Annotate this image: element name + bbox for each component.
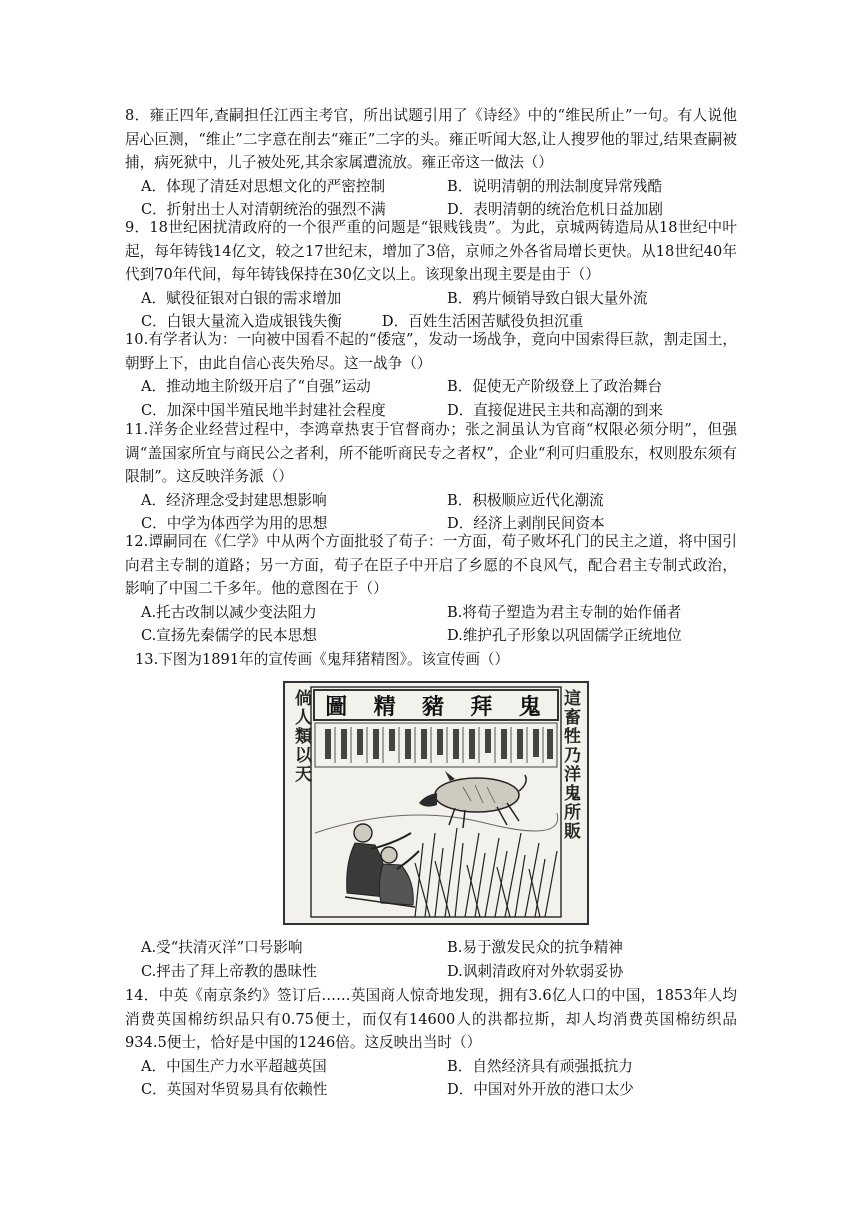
title-char: 豬 xyxy=(421,693,450,720)
right-vertical-caption: 這畜牲乃洋鬼所販 xyxy=(560,689,580,841)
question-stem: 10.有学者认为：一向被中国看不起的“倭寇”，发动一场战争，竟向中国索得巨款，割走国土，朝野上下，由此自信心丧失殆尽。这一战争（） xyxy=(125,331,737,372)
propaganda-woodcut-figure xyxy=(283,681,589,925)
option-c[interactable]: C．英国对华贸易具有依赖性 xyxy=(141,1081,328,1099)
option-b[interactable]: B．促使无产阶级登上了政治舞台 xyxy=(447,378,663,396)
option-c[interactable]: C．加深中国半殖民地半封建社会程度 xyxy=(141,401,386,419)
option-a[interactable]: A．赋役征银对白银的需求增加 xyxy=(141,289,342,307)
option-a[interactable]: A．中国生产力水平超越英国 xyxy=(141,1057,327,1075)
option-c[interactable]: C.抨击了拜上帝教的愚昧性 xyxy=(141,962,317,980)
option-d[interactable]: D．中国对外开放的港口太少 xyxy=(447,1081,634,1099)
question-9 xyxy=(125,216,737,334)
question-10 xyxy=(125,328,737,422)
title-char: 鬼 xyxy=(518,693,547,720)
question-12 xyxy=(125,530,737,648)
option-d[interactable]: D．表明清朝的统治危机日益加剧 xyxy=(447,201,664,219)
option-d[interactable]: D．经济上剥削民间资本 xyxy=(447,515,605,533)
question-stem: 11.洋务企业经营过程中，李鸿章热衷于官督商办；张之洞虽认为官商“权限必须分明”，但强调“盖国家所宜与商民公之者利，所不能听商民专之者权”，企业“利可归重股东，权则股东须有限制”。这反映洋务派（） xyxy=(125,421,737,486)
option-b[interactable]: B．鸦片倾销导致白银大量外流 xyxy=(447,289,648,307)
option-a[interactable]: A．经济理念受封建思想影响 xyxy=(141,491,327,509)
option-b[interactable]: B.易于激发民众的抗争精神 xyxy=(447,939,623,956)
title-char: 精 xyxy=(373,693,402,720)
question-stem: 12.谭嗣同在《仁学》中从两个方面批驳了荀子：一方面，荀子败坏孔门的民主之道，将中国引向君主专制的道路；另一方面，荀子在臣子中开启了乡愿的不良风气，配合君主专制式政治，影响了中国二千多年。他的意图在于（） xyxy=(125,533,737,598)
option-c[interactable]: C．白银大量流入造成银钱失衡 xyxy=(141,313,342,331)
option-a[interactable]: A．推动地主阶级开启了“自强”运动 xyxy=(141,378,371,396)
option-b[interactable]: B.将荀子塑造为君主专制的始作俑者 xyxy=(447,603,682,621)
option-d[interactable]: D.讽刺清政府对外软弱妥协 xyxy=(447,962,624,980)
question-13 xyxy=(135,648,747,672)
woodcut-title xyxy=(313,689,559,721)
pig-figure xyxy=(419,771,526,828)
question-stem: 14．中英《南京条约》签订后……英国商人惊奇地发现，拥有3.6亿人口的中国，1853年人均消费英国棉纺织品只有0.75便士，而仅有14600人的洪都拉斯，却人均消费英国棉纺织品934.5便士，恰好是中国的1246倍。这反映出当时（） xyxy=(125,987,737,1052)
left-vertical-caption: 倘人類以天 xyxy=(291,689,311,784)
option-b[interactable]: B．说明清朝的刑法制度异常残酷 xyxy=(447,177,663,195)
question-stem: 8．雍正四年,查嗣担任江西主考官，所出试题引用了《诗经》中的“维民所止”一句。有人说他居心叵测，“维止”二字意在削去“雍正”二字的头。雍正听闻大怒,让人搜罗他的罪过,结果查嗣被捕，病死狱中，儿子被处死,其余家属遭流放。雍正帝这一做法（） xyxy=(125,107,737,172)
option-c[interactable]: C．折射出士人对清朝统治的强烈不满 xyxy=(141,201,386,219)
option-a[interactable]: A.托古改制以减少变法阻力 xyxy=(141,603,317,621)
options xyxy=(125,601,737,648)
question-13-options xyxy=(125,936,737,983)
options xyxy=(125,936,737,983)
option-b[interactable]: B．自然经济具有顽强抵抗力 xyxy=(447,1057,633,1075)
options xyxy=(125,287,737,334)
title-char: 拜 xyxy=(470,693,499,720)
title-char: 圖 xyxy=(325,693,354,720)
option-c[interactable]: C.宣扬先秦儒学的民本思想 xyxy=(141,627,317,645)
question-8 xyxy=(125,104,737,222)
question-14 xyxy=(125,984,737,1102)
options xyxy=(125,489,737,536)
options xyxy=(125,1055,737,1102)
option-d[interactable]: D．直接促进民主共和高潮的到来 xyxy=(447,401,664,419)
kneeling-figures xyxy=(345,824,419,907)
option-d[interactable]: D.维护孔子形象以巩固儒学正统地位 xyxy=(447,627,682,645)
option-b[interactable]: B．积极顺应近代化潮流 xyxy=(447,491,604,509)
option-a[interactable]: A.受“扶清灭洋”口号影响 xyxy=(141,939,303,956)
option-c[interactable]: C．中学为体西学为用的思想 xyxy=(141,515,328,533)
option-a[interactable]: A．体现了清廷对思想文化的严密控制 xyxy=(141,177,386,195)
options xyxy=(125,375,737,422)
question-stem: 13.下图为1891年的宣传画《鬼拜猪精图》。该宣传画（） xyxy=(135,651,510,668)
options xyxy=(125,175,737,222)
question-11 xyxy=(125,418,737,536)
question-stem: 9．18世纪困扰清政府的一个很严重的问题是“银贱钱贵”。为此，京城两铸造局从18世纪中叶起，每年铸钱14亿文，较之17世纪末，增加了3倍，京师之外各省局增长更快。从18世纪40年代到70年代间，每年铸钱保持在30亿文以上。该现象出现主要是由于（） xyxy=(125,219,737,284)
option-d[interactable]: D．百姓生活困苦赋役负担沉重 xyxy=(381,313,584,331)
